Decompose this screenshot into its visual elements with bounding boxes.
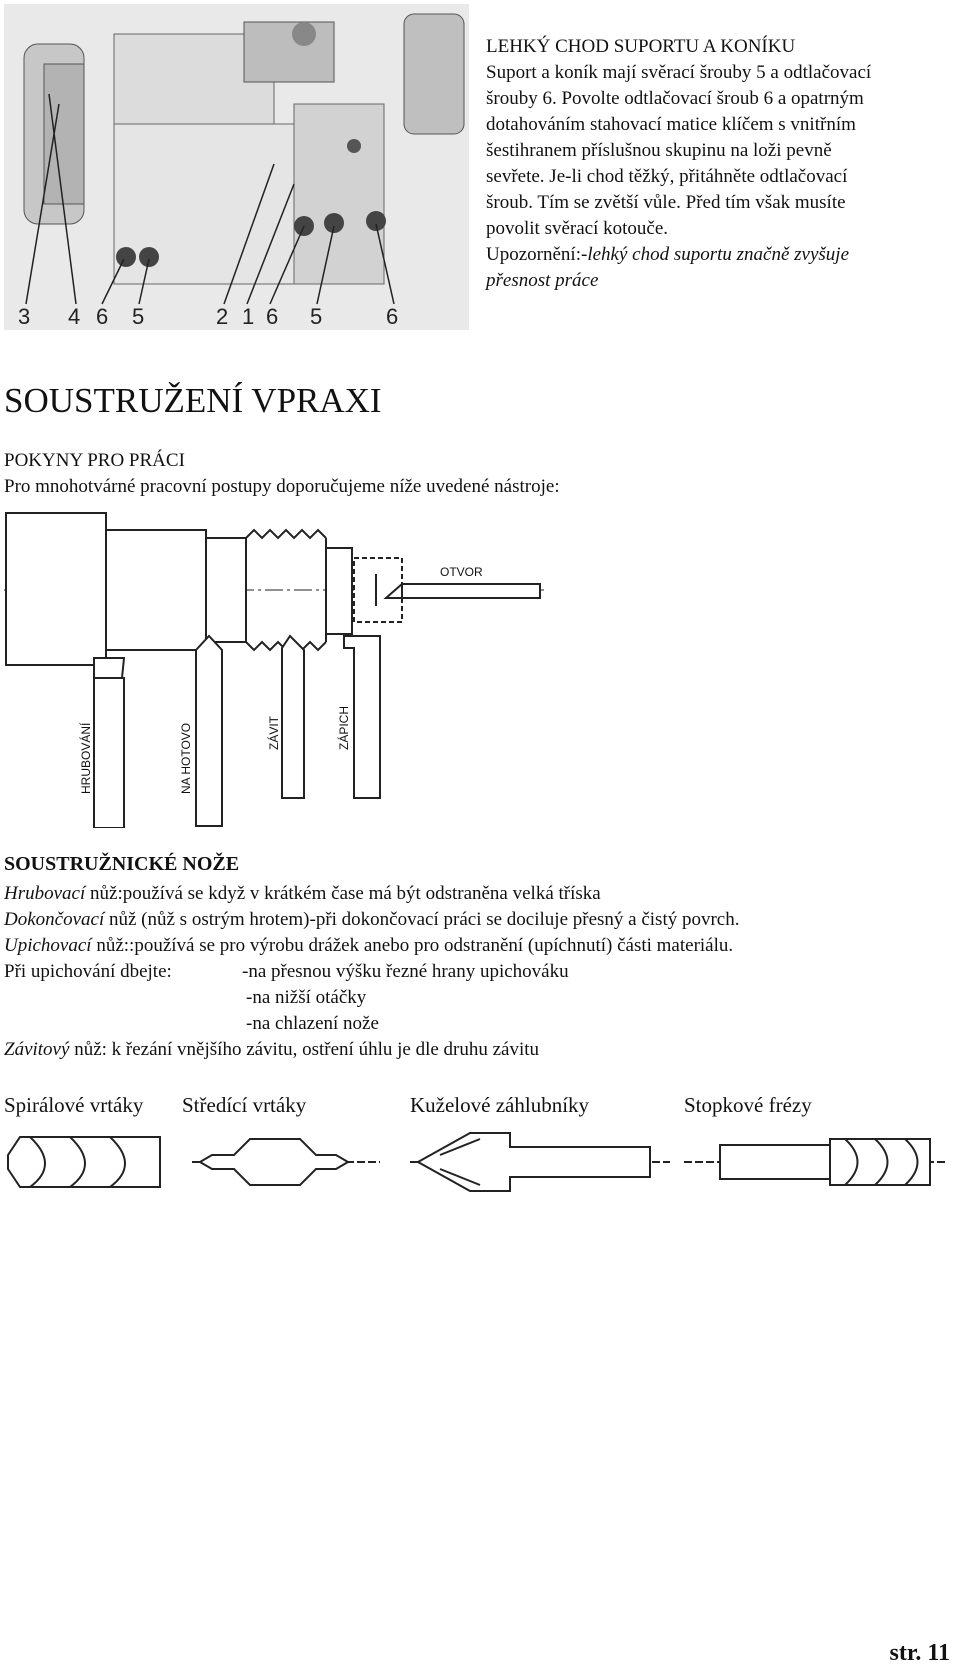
knife-line-finishing xyxy=(4,907,944,933)
intro-line-2: šrouby 6. Povolte odtlačovací šroub 6 a opatrným xyxy=(486,88,864,109)
tools-drawings xyxy=(0,1125,960,1205)
cutting-tools-svg xyxy=(4,508,564,828)
care-line-3 xyxy=(4,1011,944,1037)
intro-text xyxy=(486,34,946,294)
knife-line-parting xyxy=(4,933,944,959)
section-intro: Pro mnohotvárné pracovní postupy doporučujeme níže uvedené nástroje: xyxy=(4,476,560,497)
intro-line-5: sevřete. Je-li chod těžký, přitáhněte odtlačovací xyxy=(486,166,848,187)
callout-1: 1 xyxy=(242,304,255,329)
intro-line-6: šroub. Tím se zvětší vůle. Před tím však musíte xyxy=(486,192,846,213)
knife-line-thread xyxy=(4,1037,944,1063)
label-otvor: OTVOR xyxy=(440,565,483,579)
label-zavit: ZÁVIT xyxy=(267,715,281,750)
intro-line-1: Suport a koník mají svěrací šrouby 5 a odtlačovací xyxy=(486,62,872,83)
callout-6b: 6 xyxy=(266,304,279,329)
label-na-hotovo: NA HOTOVO xyxy=(179,722,193,794)
section-subheading: POKYNY PRO PRÁCI xyxy=(4,450,185,471)
knife-name-thread: Závitový xyxy=(4,1039,70,1060)
knife-name-parting: Upichovací xyxy=(4,935,92,956)
care-item-3: -na chlazení nože xyxy=(246,1013,379,1034)
lathe-support-drawing xyxy=(4,4,469,330)
callout-6: 6 xyxy=(96,304,109,329)
tool-label-center-drill: Středící vrtáky xyxy=(182,1093,307,1117)
note-prefix: Upozornění:- xyxy=(486,244,588,265)
care-label: Při upichování dbejte: xyxy=(4,961,172,982)
intro-line-3: dotahováním stahovací matice klíčem s vnitřním xyxy=(486,114,856,135)
callout-3: 3 xyxy=(18,304,31,329)
label-zapich: ZÁPICH xyxy=(337,705,351,750)
note-italic-1: lehký chod suportu značně zvyšuje xyxy=(587,244,850,265)
care-line-2 xyxy=(4,985,944,1011)
tool-label-twist-drill: Spirálové vrtáky xyxy=(4,1093,144,1117)
page-number: str. 11 xyxy=(889,1640,950,1666)
callout-2: 2 xyxy=(216,304,229,329)
knife-line-roughing xyxy=(4,881,944,907)
knife-desc-roughing: nůž:používá se když v krátkém čase má být odstraněna velká tříska xyxy=(85,883,601,904)
tool-label-end-mill: Stopkové frézy xyxy=(684,1093,812,1117)
label-hrubovani: HRUBOVÁNÍ xyxy=(79,722,93,794)
knife-desc-finishing: nůž (nůž s ostrým hrotem)-při dokončovací práci se dociluje přesný a čistý povrch. xyxy=(104,909,740,930)
callout-6c: 6 xyxy=(386,304,399,329)
tool-labels xyxy=(0,1093,960,1121)
center-drill-icon xyxy=(192,1139,380,1185)
intro-heading: LEHKÝ CHOD SUPORTU A KONÍKU xyxy=(486,36,796,57)
knives-title: SOUSTRUŽNICKÉ NOŽE xyxy=(4,853,240,875)
lathe-support-photo xyxy=(4,4,469,330)
note-italic-2: přesnost práce xyxy=(486,270,599,291)
twist-drill-icon xyxy=(8,1137,160,1187)
knife-name-roughing: Hrubovací xyxy=(4,883,86,904)
callout-5: 5 xyxy=(132,304,145,329)
intro-line-4: šestihranem příslušnou skupinu na loži pevně xyxy=(486,140,832,161)
knife-name-finishing: Dokončovací xyxy=(4,909,105,930)
cutting-tools-diagram xyxy=(4,508,564,828)
knives-list xyxy=(4,881,944,1063)
care-item-2: -na nižší otáčky xyxy=(246,987,367,1008)
callout-4: 4 xyxy=(68,304,81,329)
tool-label-countersink: Kuželové záhlubníky xyxy=(410,1093,590,1117)
countersink-icon xyxy=(410,1133,670,1191)
intro-note xyxy=(486,242,946,268)
knife-desc-parting: nůž::používá se pro výrobu drážek anebo pro odstranění (upíchnutí) části materiálu. xyxy=(91,935,734,956)
end-mill-icon xyxy=(684,1139,945,1185)
section-title: SOUSTRUŽENÍ VPRAXI xyxy=(4,381,382,420)
care-item-1: -na přesnou výšku řezné hrany upichováku xyxy=(242,961,569,982)
care-line-1 xyxy=(4,959,944,985)
tools-svg xyxy=(0,1125,960,1205)
callout-5b: 5 xyxy=(310,304,323,329)
intro-line-7: povolit svěrací kotouče. xyxy=(486,218,669,239)
intro-note-2 xyxy=(486,268,946,294)
knife-desc-thread: nůž: k řezání vnějšího závitu, ostření úhlu je dle druhu závitu xyxy=(69,1039,540,1060)
